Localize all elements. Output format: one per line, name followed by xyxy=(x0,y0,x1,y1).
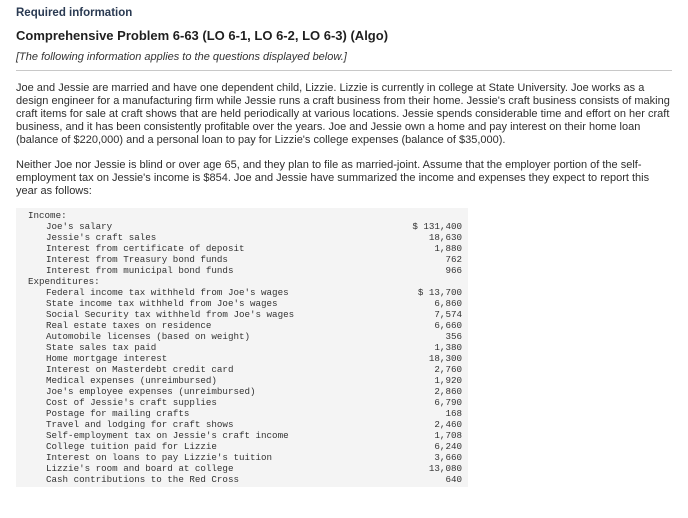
row-label: Automobile licenses (based on weight) xyxy=(46,331,250,342)
row-label: Interest from Treasury bond funds xyxy=(46,254,228,265)
table-row xyxy=(24,298,462,309)
row-value: 18,300 xyxy=(428,353,462,364)
row-value: 2,860 xyxy=(434,386,462,397)
row-label: Federal income tax withheld from Joe's wages xyxy=(46,287,289,298)
table-row xyxy=(24,397,462,408)
row-label: College tuition paid for Lizzie xyxy=(46,441,217,452)
row-value: 6,240 xyxy=(434,441,462,452)
row-value: 2,460 xyxy=(434,419,462,430)
row-value: 356 xyxy=(445,331,462,342)
row-label: Interest from certificate of deposit xyxy=(46,243,245,254)
row-label: Self-employment tax on Jessie's craft income xyxy=(46,430,289,441)
table-row xyxy=(24,441,462,452)
row-value: 2,760 xyxy=(434,364,462,375)
table-row xyxy=(24,331,462,342)
row-label: Lizzie's room and board at college xyxy=(46,463,234,474)
table-row xyxy=(24,243,462,254)
row-value: 966 xyxy=(445,265,462,276)
table-row xyxy=(24,419,462,430)
table-row xyxy=(24,386,462,397)
row-label: Interest from municipal bond funds xyxy=(46,265,234,276)
expenditures-header-label: Expenditures: xyxy=(28,276,100,287)
expenditures-section-header xyxy=(24,276,462,287)
row-label: Travel and lodging for craft shows xyxy=(46,419,234,430)
table-row xyxy=(24,265,462,276)
row-label: State sales tax paid xyxy=(46,342,157,353)
scenario-paragraph-1: Joe and Jessie are married and have one dependent child, Lizzie. Lizzie is currently in college at State University. Joe works as a design engineer for a manufacturing firm while Jessie runs a craft business from their home. Jessie's craft business consists of making craft items for sale at craft shows that are held periodically at various locations. Jessie spends considerable time and effort on her craft business, and it has been consistently profitable over the years. Joe and Jessie own a home and pay interest on their home loan (balance of $220,000) and a personal loan to pay for Lizzie's college expenses (balance of $35,000). xyxy=(16,82,670,146)
instructions-note: [The following information applies to the questions displayed below.] xyxy=(16,51,347,63)
table-row xyxy=(24,232,462,243)
row-value: 6,660 xyxy=(434,320,462,331)
table-row xyxy=(24,463,462,474)
table-row xyxy=(24,287,462,298)
row-value: $ 13,700 xyxy=(417,287,462,298)
row-label: State income tax withheld from Joe's wages xyxy=(46,298,278,309)
row-value: 640 xyxy=(445,474,462,485)
row-value: 18,630 xyxy=(428,232,462,243)
income-expense-table xyxy=(16,208,468,487)
row-value: 762 xyxy=(445,254,462,265)
row-value: 1,380 xyxy=(434,342,462,353)
row-value: $ 131,400 xyxy=(412,221,462,232)
problem-title: Comprehensive Problem 6-63 (LO 6-1, LO 6-2, LO 6-3) (Algo) xyxy=(16,28,389,43)
table-row xyxy=(24,375,462,386)
row-label: Jessie's craft sales xyxy=(46,232,157,243)
row-label: Medical expenses (unreimbursed) xyxy=(46,375,217,386)
income-header-label: Income: xyxy=(28,210,67,221)
row-label: Cost of Jessie's craft supplies xyxy=(46,397,217,408)
divider xyxy=(16,70,672,71)
row-value: 1,880 xyxy=(434,243,462,254)
table-row xyxy=(24,309,462,320)
table-row xyxy=(24,364,462,375)
row-label: Cash contributions to the Red Cross xyxy=(46,474,239,485)
table-row xyxy=(24,474,462,485)
table-row xyxy=(24,320,462,331)
row-label: Interest on Masterdebt credit card xyxy=(46,364,234,375)
table-row xyxy=(24,221,462,232)
row-label: Joe's employee expenses (unreimbursed) xyxy=(46,386,256,397)
income-section-header xyxy=(24,210,462,221)
table-row xyxy=(24,430,462,441)
row-value: 1,920 xyxy=(434,375,462,386)
row-value: 3,660 xyxy=(434,452,462,463)
row-value: 13,080 xyxy=(428,463,462,474)
table-row xyxy=(24,452,462,463)
row-value: 168 xyxy=(445,408,462,419)
table-row xyxy=(24,408,462,419)
row-value: 6,860 xyxy=(434,298,462,309)
row-label: Real estate taxes on residence xyxy=(46,320,212,331)
row-label: Interest on loans to pay Lizzie's tuition xyxy=(46,452,273,463)
required-information-label: Required information xyxy=(16,7,133,19)
table-row xyxy=(24,342,462,353)
table-row xyxy=(24,353,462,364)
row-value: 1,708 xyxy=(434,430,462,441)
row-value: 7,574 xyxy=(434,309,462,320)
row-label: Joe's salary xyxy=(46,221,113,232)
row-label: Social Security tax withheld from Joe's wages xyxy=(46,309,295,320)
row-label: Home mortgage interest xyxy=(46,353,168,364)
row-label: Postage for mailing crafts xyxy=(46,408,190,419)
row-value: 6,790 xyxy=(434,397,462,408)
scenario-paragraph-2: Neither Joe nor Jessie is blind or over age 65, and they plan to file as married-joint. Assume that the employer portion of the self-employment tax on Jessie's income is $854. Joe and Jessie have summarized the income and expenses they expect to report this year as follows: xyxy=(16,159,650,197)
table-row xyxy=(24,254,462,265)
